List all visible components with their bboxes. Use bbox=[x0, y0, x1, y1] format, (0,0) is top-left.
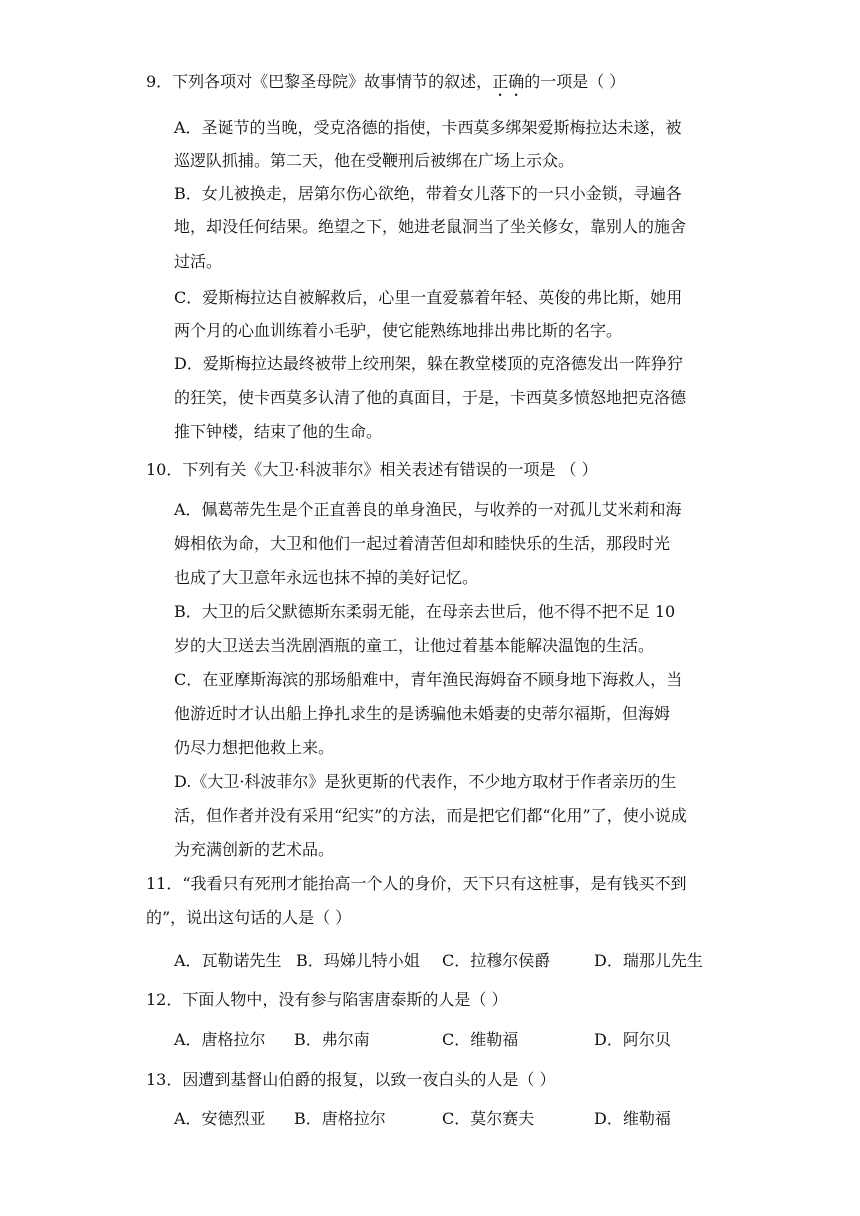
question-12-option-a: A．唐格拉尔 bbox=[174, 1030, 266, 1049]
question-9-option-line: 过活。 bbox=[174, 252, 223, 271]
question-9-stem-part-b: 的一项是（ ） bbox=[524, 72, 626, 91]
question-9-emphasis-word: 正确 bbox=[492, 72, 525, 91]
question-11-option-b: B．玛娣儿特小姐 bbox=[296, 951, 420, 970]
question-11-option-c: C．拉穆尔侯爵 bbox=[442, 951, 551, 970]
question-9-option-line: 地，却没任何结果。绝望之下，她进老鼠洞当了坐关修女，靠别人的施舍 bbox=[174, 217, 687, 236]
question-10-option-line: 姆相依为命，大卫和他们一起过着清苦但却和睦快乐的生活，那段时光 bbox=[174, 534, 671, 553]
question-10-option-line: 活，但作者并没有采用“纪实”的方法，而是把它们都“化用”了，使小说成 bbox=[174, 806, 687, 825]
question-10-option-line: 也成了大卫意年永远也抹不掉的美好记忆。 bbox=[174, 568, 479, 587]
question-10-option-line: B．大卫的后父默德斯东柔弱无能，在母亲去世后，他不得不把不足 10 bbox=[174, 602, 676, 621]
question-9-option-line: D．爱斯梅拉达最终被带上绞刑架，躲在教堂楼顶的克洛德发出一阵狰狞 bbox=[174, 354, 683, 373]
question-13-option-b: B．唐格拉尔 bbox=[294, 1109, 386, 1128]
question-10-option-line: 为充满创新的艺术品。 bbox=[174, 840, 335, 859]
question-11-stem-line-1: 11．“我看只有死刑才能抬高一个人的身价，天下只有这桩事，是有钱买不到 bbox=[146, 874, 687, 893]
question-12-option-d: D．阿尔贝 bbox=[594, 1030, 671, 1049]
question-9-option-line: 巡逻队抓捕。第二天，他在受鞭刑后被绑在广场上示众。 bbox=[174, 151, 575, 170]
question-9-option-line: A．圣诞节的当晚，受克洛德的指使，卡西莫多绑架爱斯梅拉达未遂，被 bbox=[174, 118, 682, 137]
question-13-option-d: D．维勒福 bbox=[594, 1109, 671, 1128]
question-9-stem bbox=[146, 72, 625, 100]
question-11-option-a: A．瓦勒诺先生 bbox=[174, 951, 282, 970]
question-10-option-line: 他游近时才认出船上挣扎求生的是诱骗他未婚妻的史蒂尔福斯，但海姆 bbox=[174, 704, 671, 723]
question-10-option-line: 岁的大卫送去当洗剧酒瓶的童工，让他过着基本能解决温饱的生活。 bbox=[174, 636, 655, 655]
question-9-option-line: 的狂笑，使卡西莫多认清了他的真面目，于是，卡西莫多愤怒地把克洛德 bbox=[174, 388, 687, 407]
question-9-option-line: C．爱斯梅拉达自被解救后，心里一直爱慕着年轻、英俊的弗比斯，她用 bbox=[174, 288, 683, 307]
question-9-option-line: B．女儿被换走，居第尔伤心欲绝，带着女儿落下的一只小金锁，寻遍各 bbox=[174, 184, 682, 203]
question-10-option-line: C．在亚摩斯海滨的那场船难中，青年渔民海姆奋不顾身地下海救人，当 bbox=[174, 670, 683, 689]
question-11-stem-line-2: 的”，说出这句话的人是（ ） bbox=[146, 908, 352, 927]
question-12-option-c: C．维勒福 bbox=[442, 1030, 519, 1049]
question-12-option-b: B．弗尔南 bbox=[294, 1030, 370, 1049]
question-13-option-a: A．安德烈亚 bbox=[174, 1109, 266, 1128]
question-11-option-d: D．瑞那儿先生 bbox=[594, 951, 703, 970]
question-13-stem: 13．因遭到基督山伯爵的报复，以致一夜白头的人是（ ） bbox=[146, 1070, 556, 1089]
question-10-option-line: D.《大卫·科波菲尔》是狄更斯的代表作，不少地方取材于作者亲历的生 bbox=[174, 772, 677, 791]
question-10-option-line: 仍尽力想把他救上来。 bbox=[174, 738, 335, 757]
question-9-option-line: 推下钟楼，结束了他的生命。 bbox=[174, 422, 383, 441]
question-10-option-line: A．佩葛蒂先生是个正直善良的单身渔民，与收养的一对孤儿艾米莉和海 bbox=[174, 500, 682, 519]
question-10-stem: 10．下列有关《大卫·科波菲尔》相关表述有错误的一项是 （ ） bbox=[146, 460, 598, 479]
question-9-option-line: 两个月的心血训练着小毛驴，使它能熟练地排出弗比斯的名字。 bbox=[174, 321, 623, 340]
question-9-stem-part-a: 9．下列各项对《巴黎圣母院》故事情节的叙述， bbox=[146, 72, 493, 91]
question-12-stem: 12．下面人物中，没有参与陷害唐泰斯的人是（ ） bbox=[146, 990, 508, 1009]
question-13-option-c: C．莫尔赛夫 bbox=[442, 1109, 535, 1128]
